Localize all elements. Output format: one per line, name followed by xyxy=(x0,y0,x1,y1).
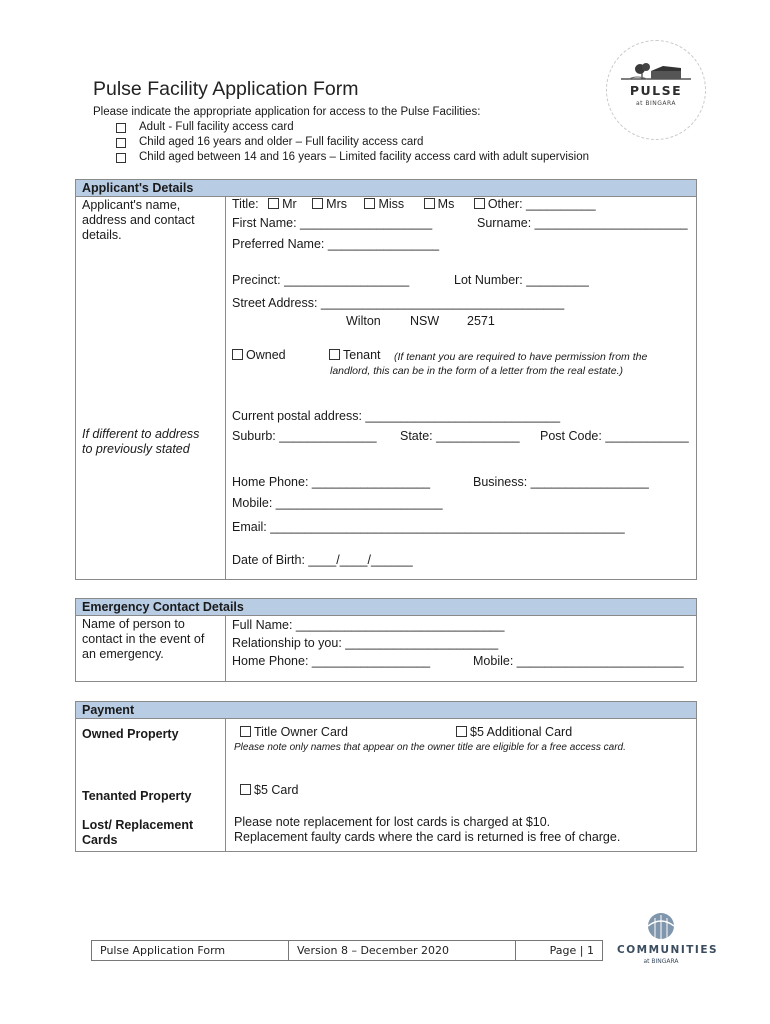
lost-replacement-label: Lost/ Replacement Cards xyxy=(82,818,194,847)
communities-wave-icon xyxy=(617,912,705,942)
communities-logo-word: COMMUNITIES xyxy=(617,944,719,956)
access-options-list xyxy=(93,120,693,165)
surname-field[interactable]: Surname: ______________________ xyxy=(477,216,688,230)
pulse-logo-word: PULSE xyxy=(629,83,683,98)
footer-version: Version 8 – December 2020 xyxy=(289,941,516,961)
post-code-field[interactable]: Post Code: ____________ xyxy=(540,429,689,443)
lot-number-field[interactable]: Lot Number: _________ xyxy=(454,273,589,287)
title-ms-checkbox[interactable] xyxy=(424,198,435,209)
applicant-fields xyxy=(226,197,697,580)
title-row: Title: Mr Mrs Miss Ms Other: __________ xyxy=(232,197,596,211)
date-of-birth-field[interactable]: Date of Birth: ____/____/______ xyxy=(232,553,413,567)
owned-property-label: Owned Property xyxy=(82,727,179,741)
footer-doc-name: Pulse Application Form xyxy=(92,941,289,961)
home-phone-field[interactable]: Home Phone: _________________ xyxy=(232,475,431,489)
postcode-fixed: 2571 xyxy=(467,314,495,328)
title-mr-checkbox[interactable] xyxy=(268,198,279,209)
emergency-heading: Emergency Contact Details xyxy=(76,599,697,616)
pulse-logo xyxy=(606,40,706,140)
suburb-field[interactable]: Suburb: ______________ xyxy=(232,429,377,443)
applicant-heading: Applicant's Details xyxy=(76,180,697,197)
emergency-contact-table xyxy=(75,598,697,682)
additional-card-checkbox[interactable] xyxy=(456,726,467,737)
applicant-label: Applicant's name, address and contact details. xyxy=(82,198,195,242)
owned-option[interactable]: Owned xyxy=(232,348,286,362)
intro-text: Please indicate the appropriate application for access to the Pulse Facilities: xyxy=(93,106,481,118)
option-child-14-16[interactable]: Child aged between 14 and 16 years – Limited facility access card with adult supervision xyxy=(93,150,693,165)
title-owner-checkbox[interactable] xyxy=(240,726,251,737)
checkbox-icon[interactable] xyxy=(116,153,126,163)
different-address-label: If different to address to previously stated xyxy=(82,427,200,456)
state-field[interactable]: State: ____________ xyxy=(400,429,520,443)
relationship-field[interactable]: Relationship to you: ______________________ xyxy=(232,636,499,650)
communities-logo xyxy=(617,912,719,972)
option-adult[interactable]: Adult - Full facility access card xyxy=(93,120,693,135)
footer xyxy=(91,940,603,961)
tenant-note: (If tenant you are required to have permission from the landlord, this can be in the form of a letter from the real estate.) xyxy=(330,351,648,377)
title-miss-checkbox[interactable] xyxy=(364,198,375,209)
lost-note-line2: Replacement faulty cards where the card is returned is free of charge. xyxy=(234,830,621,844)
street-address-field[interactable]: Street Address: ___________________________________ xyxy=(232,296,565,310)
five-dollar-card-checkbox[interactable] xyxy=(240,784,251,795)
five-dollar-card-option[interactable]: $5 Card xyxy=(240,783,298,797)
owner-note: Please note only names that appear on the owner title are eligible for a free access card. xyxy=(234,742,626,753)
owned-checkbox[interactable] xyxy=(232,349,243,360)
communities-logo-sub: at BINGARA xyxy=(643,958,679,965)
title-owner-card-option[interactable]: Title Owner Card xyxy=(240,725,348,739)
lost-note-line1: Please note replacement for lost cards is charged at $10. xyxy=(234,815,551,829)
applicant-details-table xyxy=(75,179,697,580)
option-child-16[interactable]: Child aged 16 years and older – Full facility access card xyxy=(93,135,693,150)
intro-section xyxy=(93,105,693,165)
title-mrs-checkbox[interactable] xyxy=(312,198,323,209)
postal-address-field[interactable]: Current postal address: ____________________________ xyxy=(232,409,561,423)
title-other-checkbox[interactable] xyxy=(474,198,485,209)
pulse-logo-sub: at BINGARA xyxy=(635,100,677,107)
payment-table xyxy=(75,701,697,852)
payment-heading: Payment xyxy=(76,702,697,719)
first-name-field[interactable]: First Name: ___________________ xyxy=(232,216,433,230)
emergency-full-name-field[interactable]: Full Name: ______________________________ xyxy=(232,618,505,632)
tenanted-property-label: Tenanted Property xyxy=(82,789,192,803)
page-title: Pulse Facility Application Form xyxy=(93,78,359,100)
emergency-mobile-field[interactable]: Mobile: ________________________ xyxy=(473,654,684,668)
mobile-field[interactable]: Mobile: ________________________ xyxy=(232,496,443,510)
state-fixed: NSW xyxy=(410,314,440,328)
precinct-field[interactable]: Precinct: __________________ xyxy=(232,273,410,287)
additional-card-option[interactable]: $5 Additional Card xyxy=(456,725,572,739)
footer-page-number: Page | 1 xyxy=(516,941,603,961)
checkbox-icon[interactable] xyxy=(116,138,126,148)
emergency-label: Name of person to contact in the event of an emergency. xyxy=(82,617,205,661)
preferred-name-field[interactable]: Preferred Name: ________________ xyxy=(232,237,440,251)
checkbox-icon[interactable] xyxy=(116,123,126,133)
business-phone-field[interactable]: Business: _________________ xyxy=(473,475,649,489)
email-field[interactable]: Email: ___________________________________________________ xyxy=(232,520,625,534)
suburb-fixed: Wilton xyxy=(346,314,381,328)
tenant-option[interactable]: Tenant xyxy=(329,348,381,362)
emergency-home-phone-field[interactable]: Home Phone: _________________ xyxy=(232,654,431,668)
